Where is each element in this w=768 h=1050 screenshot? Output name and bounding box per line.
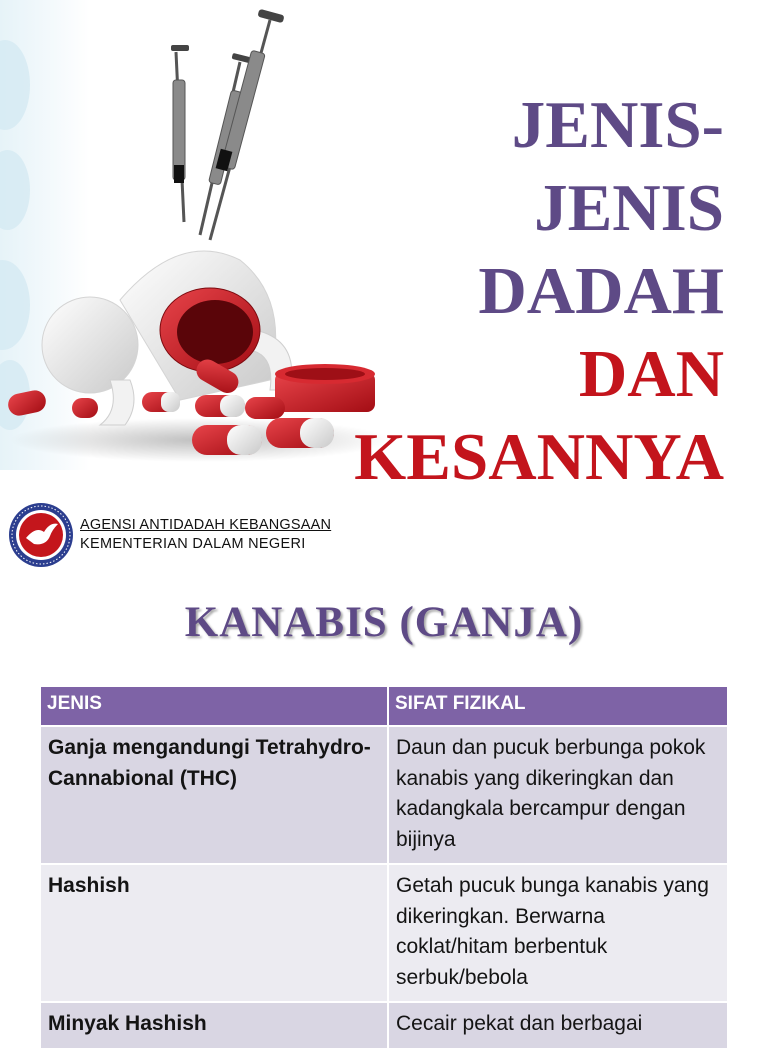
- cell-jenis: Hashish: [40, 864, 388, 1002]
- cell-sifat: Getah pucuk bunga kanabis yang dikeringkan. Berwarna coklat/hitam berbentuk serbuk/bebola: [388, 864, 728, 1002]
- syringe-icon: [200, 53, 250, 235]
- dove-emblem-icon: [8, 502, 74, 568]
- title-line-1: JENIS-: [511, 88, 724, 162]
- table-row: [40, 726, 728, 864]
- cell-sifat: Daun dan pucuk berbunga pokok kanabis yang dikeringkan dan kadangkala bercampur dengan bijinya: [388, 726, 728, 864]
- capsule-icon: [245, 397, 285, 419]
- drug-type-table: [39, 685, 729, 1050]
- column-header-jenis: JENIS: [40, 686, 388, 726]
- capsule-icon: [72, 398, 98, 418]
- title-line-3: DADAH: [478, 254, 724, 328]
- capsule-icon: [266, 418, 334, 448]
- section-title: KANABIS (GANJA): [184, 599, 584, 646]
- table-row: [40, 1002, 728, 1049]
- title-line-5: KESANNYA: [354, 420, 724, 490]
- agency-name-block: [80, 516, 331, 554]
- cell-jenis: Ganja mengandungi Tetrahydro-Cannabional (THC): [40, 726, 388, 864]
- syringe-icon: [171, 45, 189, 222]
- column-header-sifat-fizikal: SIFAT FIZIKAL: [388, 686, 728, 726]
- title-line-2: JENIS: [534, 171, 724, 245]
- agency-logo-row: [8, 502, 331, 568]
- drug-overdose-illustration: [0, 0, 400, 470]
- slide-title: [354, 84, 724, 490]
- cell-jenis: Minyak Hashish: [40, 1002, 388, 1049]
- capsule-icon: [192, 425, 262, 455]
- ministry-name: KEMENTERIAN DALAM NEGERI: [80, 536, 306, 552]
- capsule-icon: [6, 388, 48, 417]
- table-header-row: [40, 686, 728, 726]
- cell-sifat: Cecair pekat dan berbagai: [388, 1002, 728, 1049]
- pill-bottle-icon: [160, 288, 260, 372]
- syringe-icon: [210, 9, 285, 240]
- title-line-4: DAN: [578, 337, 724, 411]
- hero-section: [0, 0, 768, 490]
- capsule-icon: [195, 395, 245, 417]
- table-row: [40, 864, 728, 1002]
- agency-name: AGENSI ANTIDADAH KEBANGSAAN: [80, 517, 332, 533]
- capsule-icon: [142, 392, 180, 412]
